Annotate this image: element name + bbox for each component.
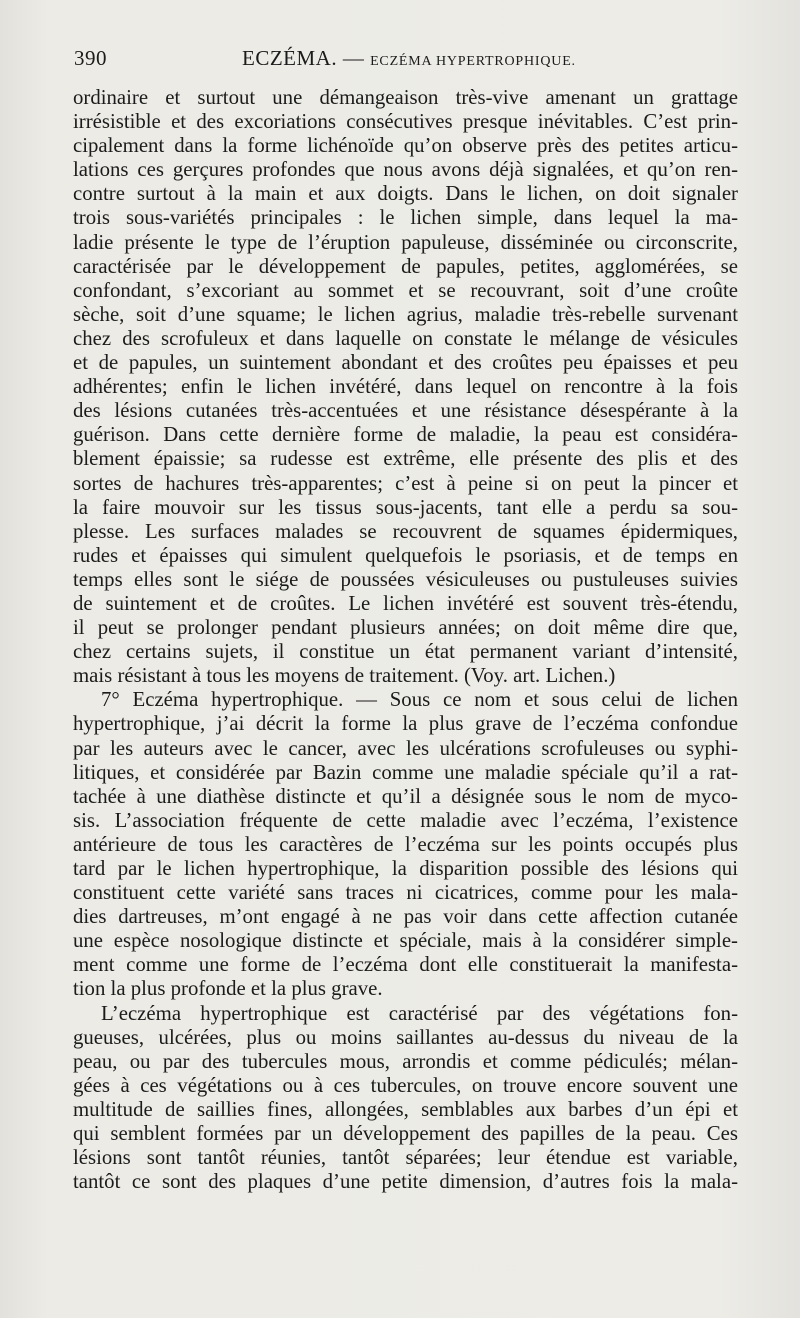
text-line: de suintement et de croûtes. Le lichen invétéré est souvent très-étendu, — [73, 591, 738, 615]
text-line: sis. L’association fréquente de cette maladie avec l’eczéma, l’existence — [73, 808, 738, 832]
text-line: contre surtout à la main et aux doigts. Dans le lichen, on doit signaler — [73, 182, 738, 206]
text-line: confondant, s’excoriant au sommet et se recouvrant, soit d’une croûte — [73, 278, 738, 302]
text-line: multitude de saillies fines, allongées, semblables aux barbes d’un épi et — [73, 1097, 738, 1121]
text-line: dies dartreuses, m’ont engagé à ne pas voir dans cette affection cutanée — [73, 905, 738, 929]
text-line: mais résistant à tous les moyens de traitement. (Voy. art. Lichen.) — [73, 664, 616, 688]
text-line: caractérisée par le développement de papules, petites, agglomérées, se — [73, 254, 738, 278]
text-line: peau, ou par des tubercules mous, arrondis et comme pédiculés; mélan- — [73, 1049, 738, 1073]
page-number: 390 — [74, 46, 107, 70]
text-line: qui semblent formées par un développement des papilles de la peau. Ces — [73, 1122, 738, 1146]
running-title-main: ECZÉMA. — [242, 46, 338, 70]
text-line: constituent cette variété sans traces ni cicatrices, comme pour les mala- — [73, 881, 738, 905]
text-line: chez des scrofuleux et dans laquelle on constate le mélange de vésicules — [73, 326, 738, 350]
text-line: la faire mouvoir sur les tissus sous-jacents, tant elle a perdu sa sou- — [73, 495, 738, 519]
text-line: gueuses, ulcérées, plus ou moins saillantes au-dessus du niveau de la — [73, 1025, 738, 1049]
text-line: antérieure de tous les caractères de l’eczéma sur les points occupés plus — [73, 832, 738, 856]
text-line: chez certains sujets, il constitue un état permanent variant d’intensité, — [73, 640, 738, 664]
text-line: blement épaissie; sa rudesse est extrême, elle présente des plis et des — [73, 447, 738, 471]
text-line: et de papules, un suintement abondant et des croûtes peu épaisses et peu — [73, 351, 738, 375]
text-line: des lésions cutanées très-accentuées et une résistance désespérante à la — [73, 399, 738, 423]
running-title — [242, 46, 576, 71]
text-line: guérison. Dans cette dernière forme de maladie, la peau est considéra- — [73, 423, 738, 447]
text-line: litiques, et considérée par Bazin comme une maladie spéciale qu’il a rat- — [73, 760, 738, 784]
text-line: tion la plus profonde et la plus grave. — [73, 977, 383, 1001]
text-line: cipalement dans la forme lichénoïde qu’on observe près des petites articu- — [73, 134, 738, 158]
text-line: tachée à une diathèse distincte et qu’il a désignée sous le nom de myco- — [73, 784, 738, 808]
text-line: hypertrophique, j’ai décrit la forme la plus grave de l’eczéma confondue — [73, 712, 738, 736]
text-line: temps elles sont le siége de poussées vésiculeuses ou pustuleuses suivies — [73, 567, 738, 591]
text-line: sortes de hachures très-apparentes; c’est à peine si on peut la pincer et — [73, 471, 738, 495]
text-line: 7° Eczéma hypertrophique. — Sous ce nom et sous celui de lichen — [101, 688, 738, 712]
text-line: ment comme une forme de l’eczéma dont elle constituerait la manifesta- — [73, 953, 738, 977]
text-line: rudes et épaisses qui simulent quelquefois le psoriasis, et de temps en — [73, 543, 738, 567]
page-header — [72, 46, 740, 74]
body-text — [73, 86, 738, 1194]
running-title-subtitle: ECZÉMA HYPERTROPHIQUE. — [370, 54, 576, 69]
text-line: gées à ces végétations ou à ces tubercules, on trouve encore souvent une — [73, 1073, 738, 1097]
text-line: plesse. Les surfaces malades se recouvrent de squames épidermiques, — [73, 519, 738, 543]
text-line: irrésistible et des excoriations consécutives presque inévitables. C’est prin- — [73, 110, 738, 134]
text-line: par les auteurs avec le cancer, avec les ulcérations scrofuleuses ou syphi- — [73, 736, 738, 760]
text-line: lésions sont tantôt réunies, tantôt séparées; leur étendue est variable, — [73, 1146, 738, 1170]
text-line: lations ces gerçures profondes que nous avons déjà signalées, et qu’on ren- — [73, 158, 738, 182]
text-line: trois sous-variétés principales : le lichen simple, dans lequel la ma- — [73, 206, 738, 230]
text-line: adhérentes; enfin le lichen invétéré, dans lequel on rencontre à la fois — [73, 375, 738, 399]
text-line: tantôt ce sont des plaques d’une petite dimension, d’autres fois la mala- — [73, 1170, 738, 1194]
text-line: il peut se prolonger pendant plusieurs années; on doit même dire que, — [73, 616, 738, 640]
text-line: ladie présente le type de l’éruption papuleuse, disséminée ou circonscrite, — [73, 230, 738, 254]
text-line: une espèce nosologique distincte et spéciale, mais à la considérer simple- — [73, 929, 738, 953]
running-title-separator: — — [342, 46, 365, 70]
text-line: ordinaire et surtout une démangeaison très-vive amenant un grattage — [73, 86, 738, 109]
text-line: L’eczéma hypertrophique est caractérisé par des végétations fon- — [101, 1001, 738, 1025]
text-line: tard par le lichen hypertrophique, la disparition possible des lésions qui — [73, 857, 738, 880]
text-line: sèche, soit d’une squame; le lichen agrius, maladie très-rebelle survenant — [73, 302, 738, 326]
